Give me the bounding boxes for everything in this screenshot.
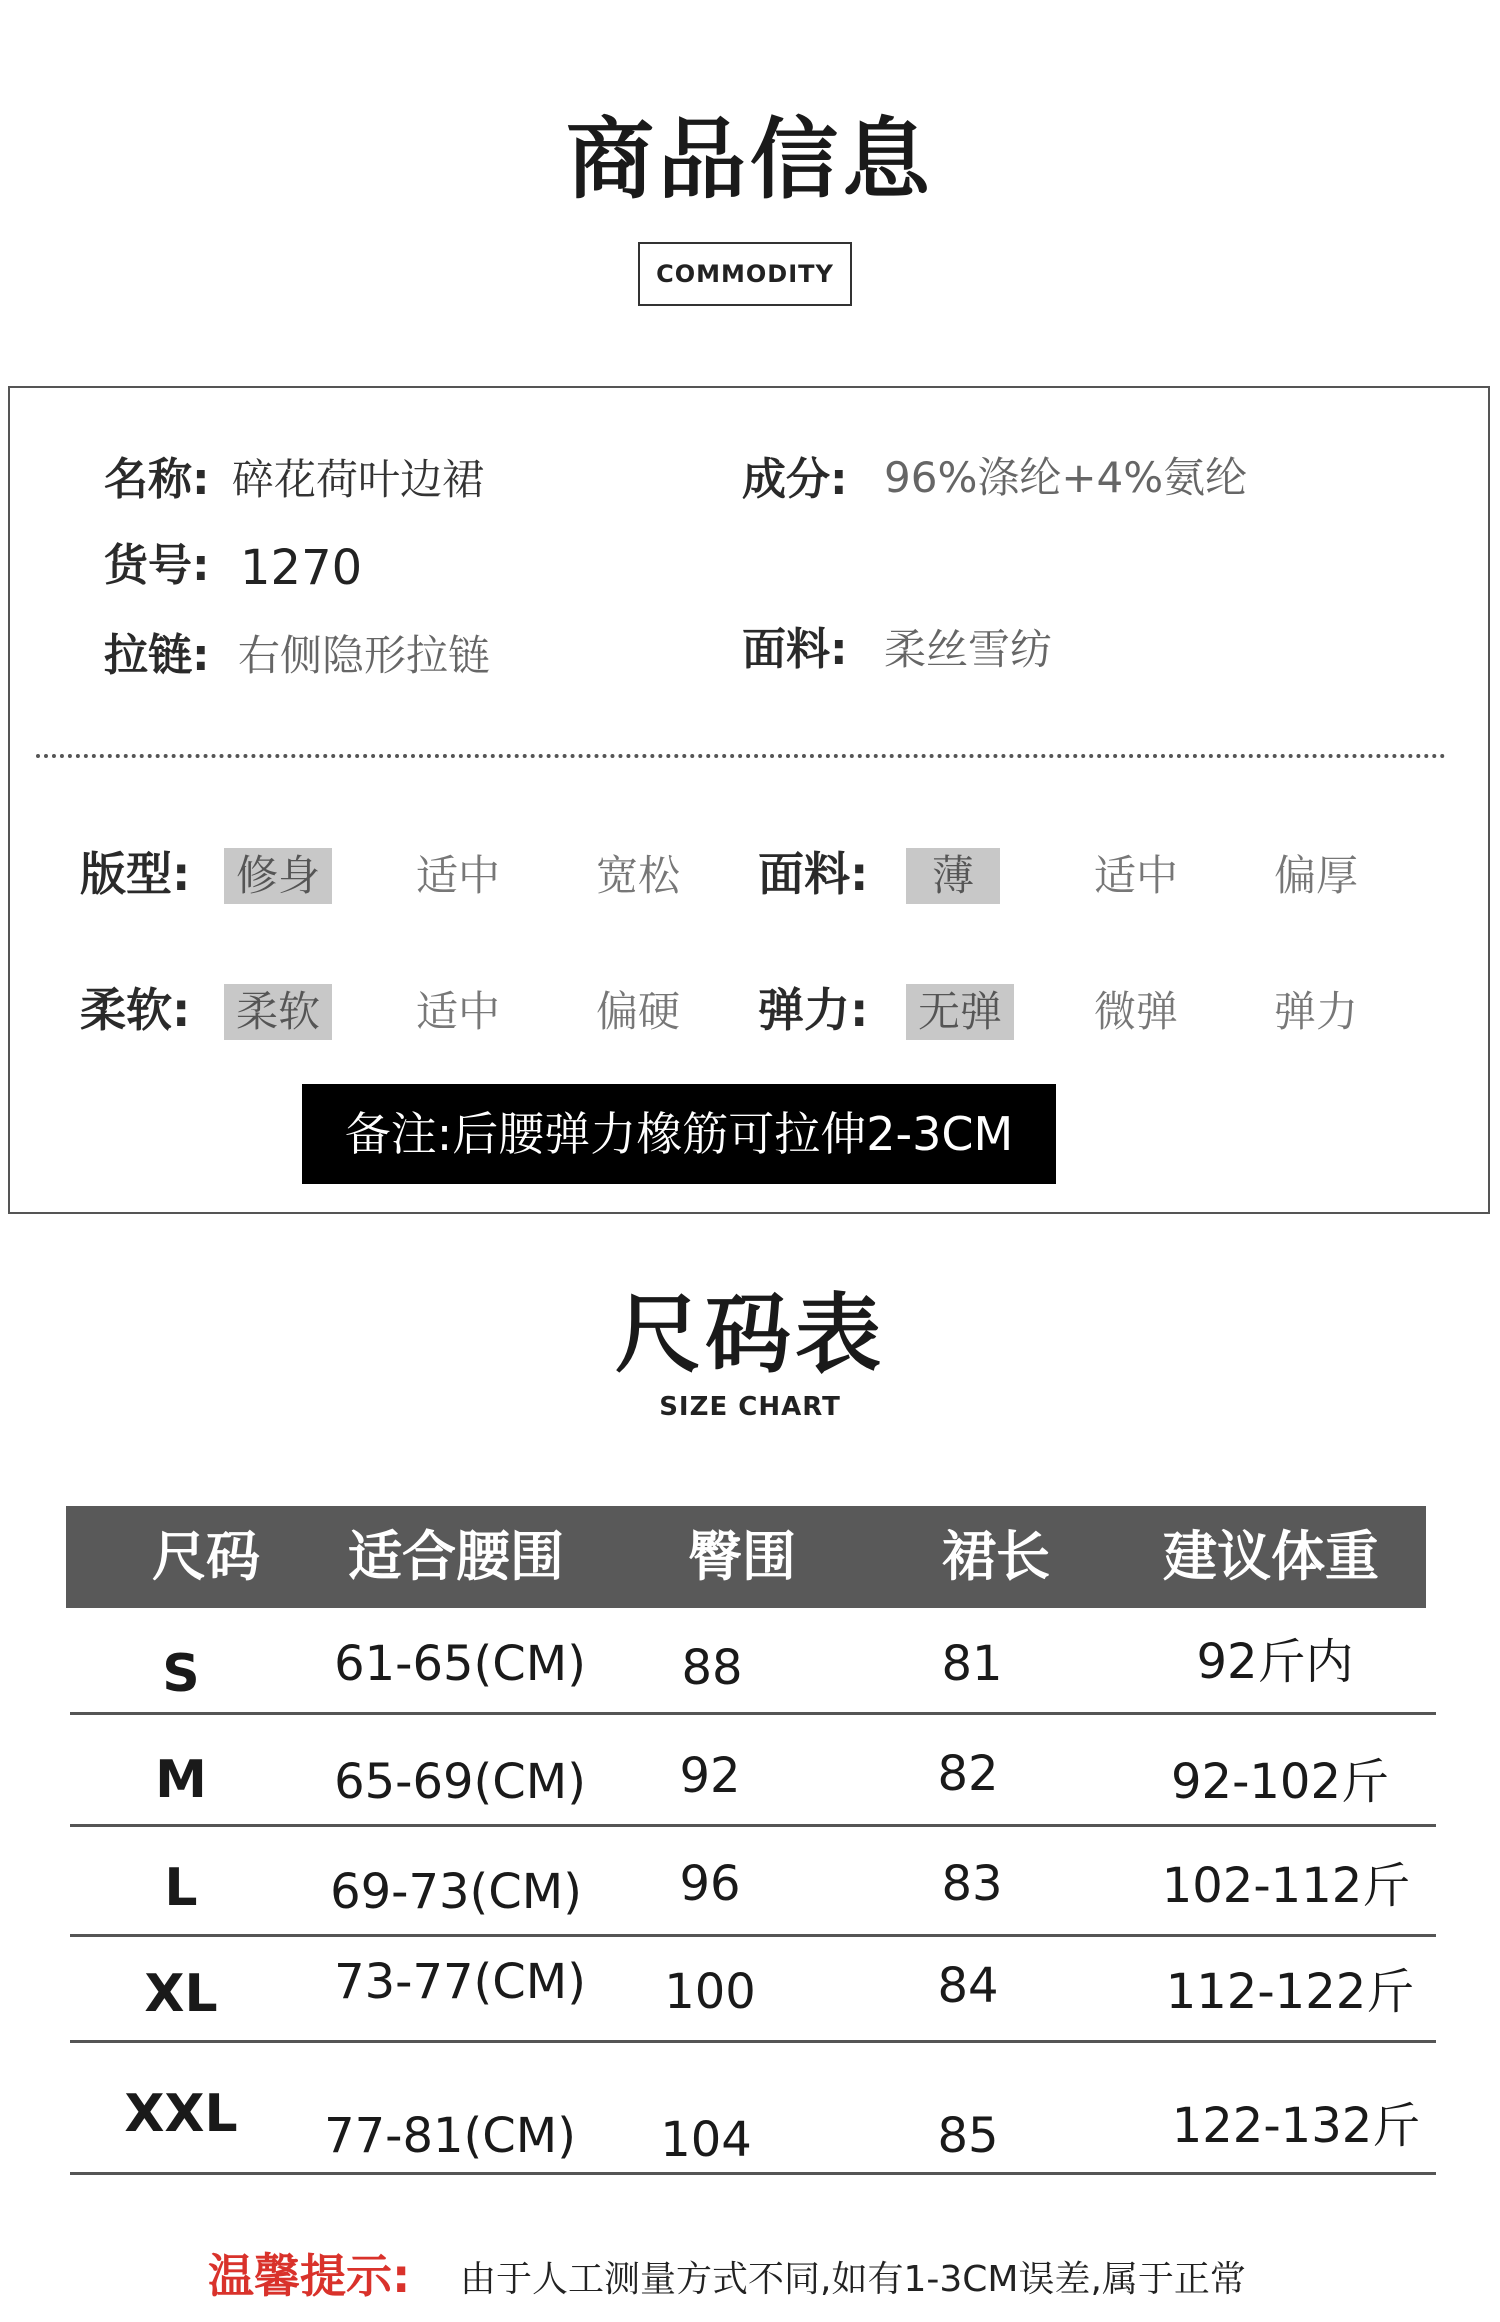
- size-table-header: [66, 1506, 1426, 1608]
- commodity-tag: COMMODITY: [638, 242, 852, 306]
- table-cell-weight: 122-132斤: [1171, 2098, 1421, 2154]
- table-cell-length: 81: [941, 1636, 1003, 1692]
- table-cell-size: XL: [144, 1964, 218, 2024]
- elasticity-option-slight: 微弹: [1094, 987, 1179, 1036]
- thickness-option-thin-selected: 薄: [906, 848, 1000, 904]
- table-cell-weight: 112-122斤: [1165, 1964, 1415, 2020]
- header-length: 裙长: [942, 1525, 1050, 1588]
- table-cell-length: 84: [937, 1958, 999, 2014]
- tip-text: 由于人工测量方式不同,如有1-3CM误差,属于正常: [460, 2259, 1246, 2300]
- header-hip: 臀围: [688, 1525, 796, 1588]
- row-divider: [70, 2040, 1436, 2043]
- zipper-label: 拉链:: [104, 630, 210, 681]
- softness-option-medium: 适中: [416, 987, 501, 1036]
- fabric-value: 柔丝雪纺: [884, 625, 1053, 674]
- thickness-label: 面料:: [758, 847, 869, 901]
- table-cell-weight: 92-102斤: [1170, 1754, 1390, 1810]
- table-cell-size: XXL: [124, 2084, 238, 2144]
- table-cell-hip: 104: [660, 2112, 752, 2168]
- fit-option-loose: 宽松: [596, 851, 681, 900]
- row-divider: [70, 1712, 1436, 1715]
- table-cell-waist: 61-65(CM): [334, 1636, 586, 1692]
- elasticity-option-none-selected: 无弹: [906, 984, 1014, 1040]
- elasticity-option-stretch: 弹力: [1274, 987, 1359, 1036]
- table-cell-length: 85: [937, 2108, 999, 2164]
- tip-label: 温馨提示:: [208, 2249, 411, 2303]
- row-divider: [70, 1934, 1436, 1937]
- elasticity-label: 弹力:: [758, 983, 869, 1037]
- header-weight: 建议体重: [1163, 1525, 1379, 1588]
- table-cell-length: 83: [941, 1856, 1003, 1912]
- row-divider: [70, 1824, 1436, 1827]
- table-cell-length: 82: [937, 1746, 999, 1802]
- size-chart-title: 尺码表: [615, 1285, 885, 1385]
- item-no-value: 1270: [240, 540, 363, 596]
- fit-label: 版型:: [80, 847, 191, 901]
- header-waist: 适合腰围: [348, 1525, 564, 1588]
- composition-label: 成分:: [742, 454, 848, 505]
- table-cell-size: S: [162, 1644, 200, 1704]
- thickness-option-medium: 适中: [1094, 851, 1179, 900]
- softness-label: 柔软:: [80, 983, 191, 1037]
- table-cell-waist: 73-77(CM): [334, 1954, 586, 2010]
- composition-value: 96%涤纶+4%氨纶: [884, 453, 1248, 502]
- table-cell-waist: 65-69(CM): [334, 1754, 586, 1810]
- zipper-value: 右侧隐形拉链: [238, 631, 491, 680]
- dotted-divider: [36, 754, 1446, 758]
- table-cell-hip: 96: [679, 1856, 741, 1912]
- row-divider: [70, 2172, 1436, 2175]
- table-cell-size: L: [164, 1858, 198, 1918]
- item-no-label: 货号:: [104, 540, 210, 591]
- table-cell-weight: 92斤内: [1196, 1634, 1354, 1690]
- fit-option-medium: 适中: [416, 851, 501, 900]
- fabric-label: 面料:: [742, 624, 848, 675]
- fit-option-slim-selected: 修身: [224, 848, 332, 904]
- table-cell-waist: 69-73(CM): [330, 1864, 582, 1920]
- table-cell-hip: 100: [664, 1964, 756, 2020]
- softness-option-hard: 偏硬: [596, 987, 681, 1036]
- note-banner: 备注:后腰弹力橡筋可拉伸2-3CM: [302, 1084, 1056, 1184]
- softness-option-soft-selected: 柔软: [224, 984, 332, 1040]
- table-cell-size: M: [155, 1750, 207, 1810]
- name-label: 名称:: [104, 454, 210, 505]
- table-cell-weight: 102-112斤: [1161, 1858, 1411, 1914]
- page-title: 商品信息: [565, 108, 934, 211]
- table-cell-hip: 92: [679, 1748, 741, 1804]
- size-chart-subtitle: SIZE CHART: [659, 1392, 841, 1422]
- table-cell-hip: 88: [681, 1640, 743, 1696]
- table-cell-waist: 77-81(CM): [324, 2108, 576, 2164]
- thickness-option-thick: 偏厚: [1274, 851, 1359, 900]
- name-value: 碎花荷叶边裙: [232, 455, 485, 504]
- header-size: 尺码: [152, 1525, 260, 1588]
